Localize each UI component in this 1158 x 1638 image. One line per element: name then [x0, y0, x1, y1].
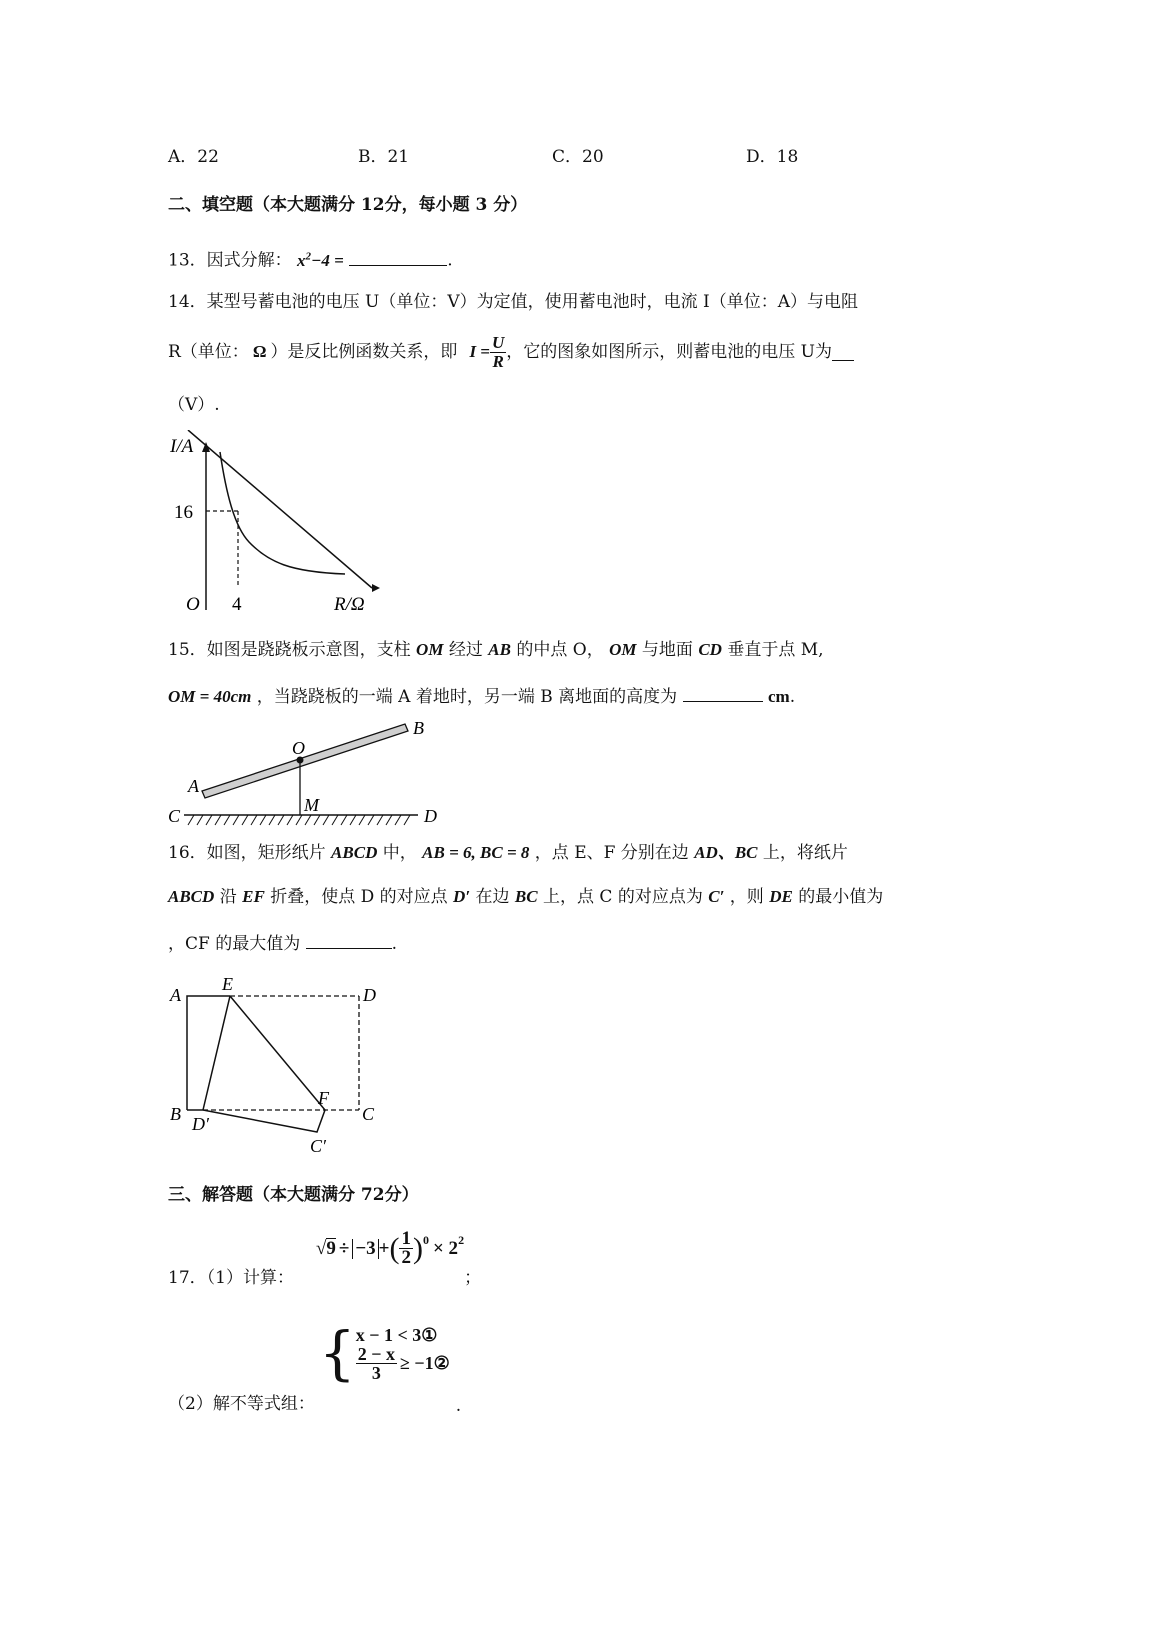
q14-line1: 14．某型号蓄电池的电压 U（单位：V）为定值，使用蓄电池时，电流 I（单位：A）与电阻: [168, 292, 859, 312]
y-tick-16: 16: [174, 502, 193, 523]
q17-part1: 17．（1）计算： √ 9 ÷ −3 + ( $\frac{1}{2}$ ) $^0$ × 2 $^2$ ；: [168, 1228, 482, 1288]
q16-answer-blank[interactable]: [306, 932, 392, 949]
q14-line2: R（单位： Ω ）是反比例函数关系，即 I = $\frac{U}{R}$ ，它的图象如图所示，则蓄电池的电压 U为: [168, 330, 854, 374]
svg-text:A: A: [170, 985, 181, 1005]
q15-line1: 15．如图是跷跷板示意图，支柱 OM 经过 AB 的中点 O， OM 与地面 CD 垂直于点 M,: [168, 640, 824, 660]
omega-symbol: Ω: [252, 342, 267, 361]
q13-answer-blank[interactable]: [349, 249, 447, 266]
seesaw-board: [202, 724, 408, 798]
svg-text:D: D: [363, 985, 376, 1005]
q14-formula: I = $\frac{U}{R}$: [469, 332, 505, 371]
y-axis-label: I/A: [170, 436, 194, 457]
q17-expression: √ 9 ÷ −3 + ( $\frac{1}{2}$ ) $^0$ × 2 $^2$: [315, 1228, 465, 1268]
svg-text:E: E: [222, 974, 233, 994]
section-2-heading: 二、填空题（本大题满分 12分，每小题 3 分）: [168, 195, 528, 215]
inequality-system: { x − 1 < 3① $\frac{2 - x}{3}$ ≥ −1②: [318, 1319, 450, 1387]
origin-label: O: [186, 594, 200, 615]
svg-text:O: O: [292, 738, 305, 758]
x-axis: [188, 430, 372, 588]
rect-left-sides: [187, 996, 230, 1110]
svg-text:C: C: [362, 1104, 375, 1124]
folded-edge: [203, 1110, 325, 1132]
svg-text:A: A: [188, 776, 199, 796]
q15-line2: OM = 40cm ，当跷跷板的一端 A 着地时，另一端 B 离地面的高度为 cm.: [168, 687, 796, 707]
fold-line-ef: [230, 996, 325, 1110]
svg-text:C′: C′: [310, 1136, 326, 1156]
x-tick-4: 4: [232, 594, 242, 615]
q16-line2: ABCD 沿 EF 折叠，使点 D 的对应点 D′ 在边 BC 上，点 C 的对应点为 C′ ，则 DE 的最小值为: [168, 887, 884, 907]
q15-answer-blank[interactable]: [683, 685, 763, 702]
svg-text:B: B: [170, 1104, 181, 1124]
q13-expr: $x^2-4$ =: [297, 250, 344, 270]
question-13: 13．因式分解： $x^2-4$ = .: [168, 250, 453, 271]
x-axis-label: R/Ω: [334, 594, 365, 615]
svg-text:D′: D′: [192, 1114, 209, 1134]
fold-ed-prime: [203, 996, 230, 1110]
q12-option-d: D．18: [746, 147, 799, 167]
svg-text:F: F: [318, 1088, 329, 1108]
q13-prefix: 13．因式分解：: [168, 250, 292, 271]
q12-option-a: A．22: [168, 147, 219, 167]
q14-answer-blank[interactable]: [832, 344, 854, 361]
inverse-curve: [220, 452, 345, 574]
x-axis-arrow-icon: [372, 584, 380, 592]
svg-text:C: C: [168, 806, 181, 826]
q16-line1: 16．如图，矩形纸片 ABCD 中， AB = 6, BC = 8 ，点 E、F 分别在边 AD、BC 上，将纸片: [168, 843, 848, 863]
q14-inverse-graph: [160, 430, 390, 620]
q12-option-c: C．20: [552, 147, 604, 167]
q16-fold-diagram: [160, 970, 380, 1160]
svg-text:D: D: [424, 806, 437, 826]
q14-line3: （V）.: [168, 395, 220, 415]
q17-part2: （2）解不等式组： { x − 1 < 3① $\frac{2 - x}{3}$ ≥ −1② .: [168, 1319, 462, 1416]
inequality-1: x − 1 < 3①: [355, 1324, 438, 1345]
svg-text:B: B: [413, 718, 424, 738]
q15-seesaw-diagram: [160, 712, 460, 832]
svg-text:M: M: [304, 795, 319, 815]
q16-line3: ，CF 的最大值为 .: [168, 934, 398, 954]
q12-option-b: B．21: [358, 147, 410, 167]
section-3-heading: 三、解答题（本大题满分 72分）: [168, 1185, 419, 1205]
inequality-2: $\frac{2 - x}{3}$ ≥ −1②: [357, 1343, 450, 1383]
